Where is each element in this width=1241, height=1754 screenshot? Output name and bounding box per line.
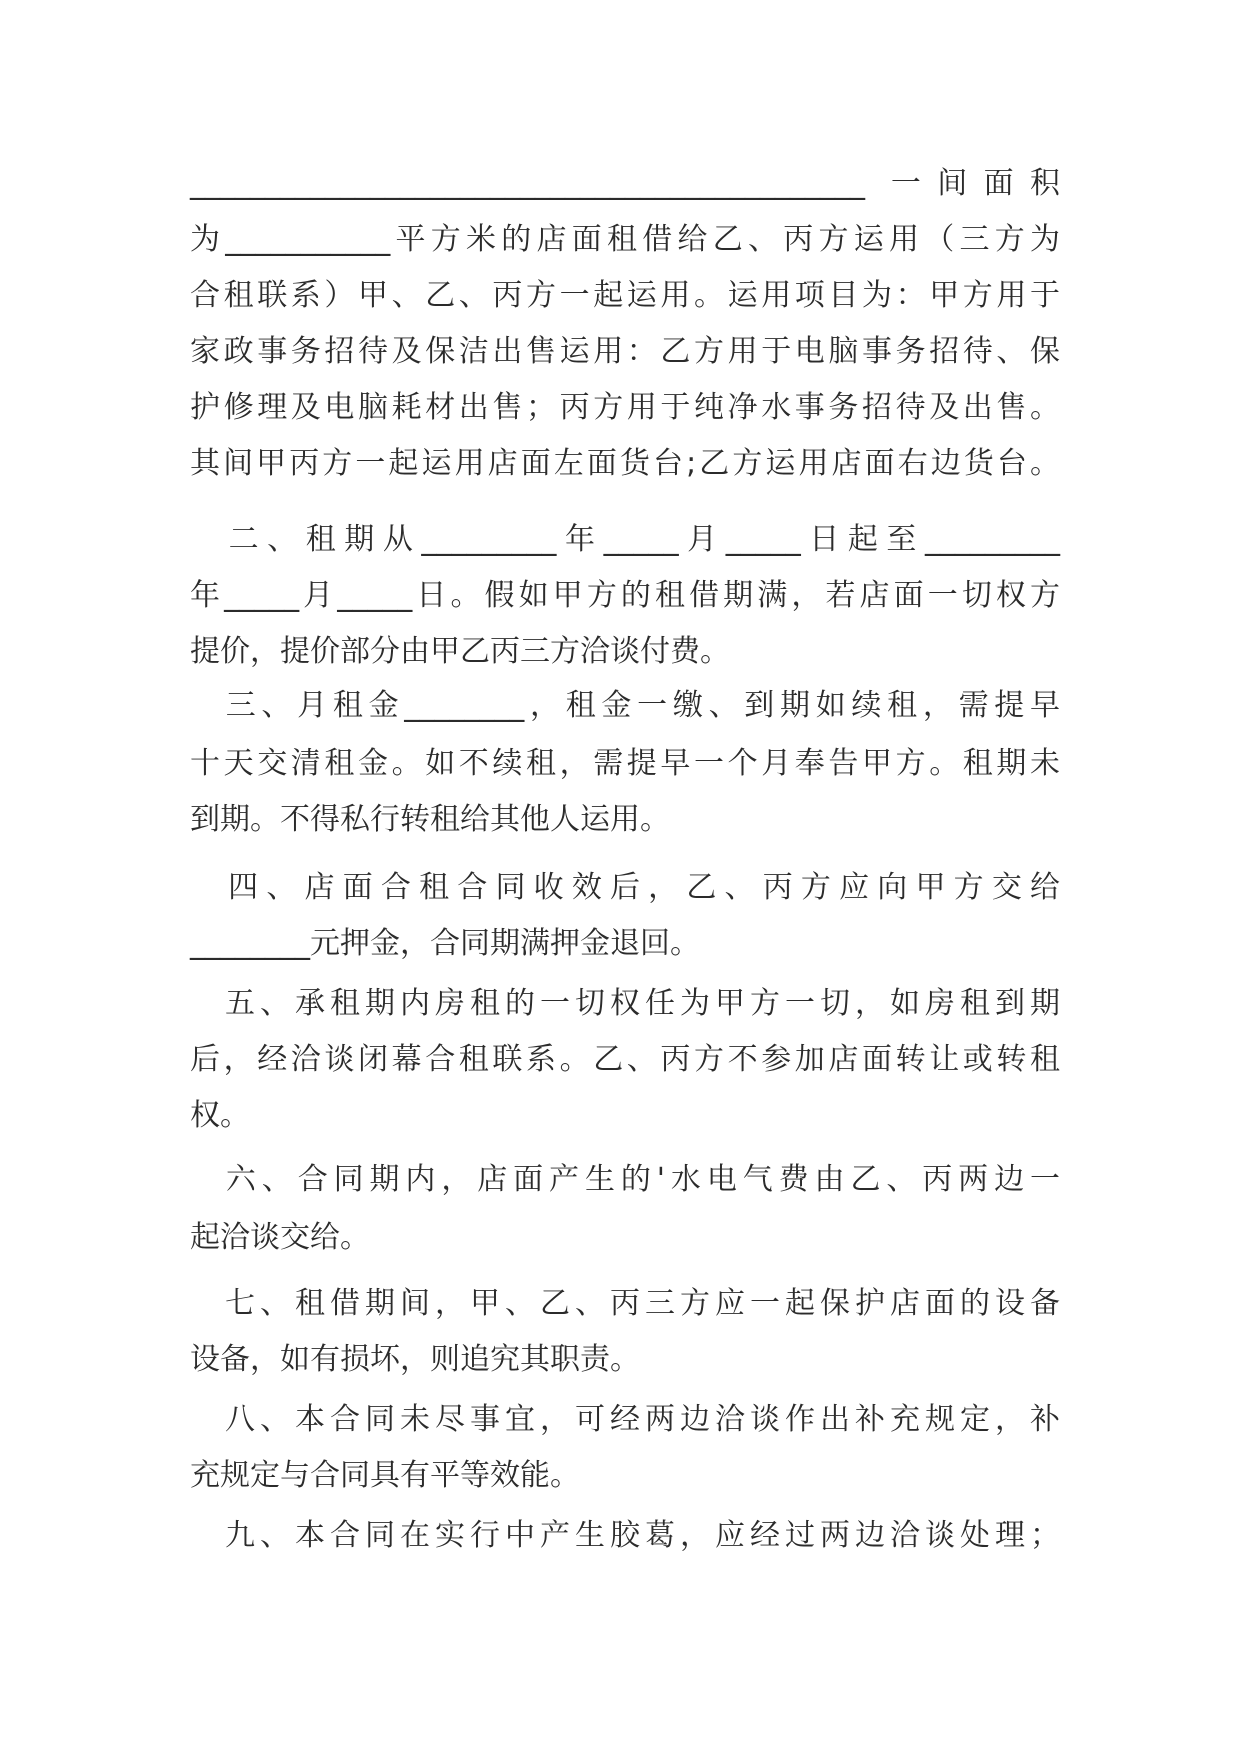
document-line: 合租联系）甲、乙、丙方一起运用。运用项目为：甲方用于 xyxy=(190,278,1060,313)
document-line: 二、租期从_________年_____月_____日起至_________ xyxy=(190,522,1060,557)
document-line: 起洽谈交给。 xyxy=(190,1220,370,1255)
document-line: 家政事务招待及保洁出售运用：乙方用于电脑事务招待、保 xyxy=(190,334,1060,369)
document-line: 十天交清租金。如不续租，需提早一个月奉告甲方。租期未 xyxy=(190,746,1060,781)
document-line: 为___________平方米的店面租借给乙、丙方运用（三方为 xyxy=(190,222,1060,257)
document-line: 三、月租金________，租金一缴、到期如续租，需提早 xyxy=(190,688,1060,723)
document-line: ________元押金，合同期满押金退回。 xyxy=(190,926,700,961)
document-line: 护修理及电脑耗材出售；丙方用于纯净水事务招待及出售。 xyxy=(190,390,1060,425)
document-line: 五、承租期内房租的一切权任为甲方一切，如房租到期 xyxy=(190,986,1060,1021)
document-line: 提价，提价部分由甲乙丙三方洽谈付费。 xyxy=(190,634,730,669)
document-line: 充规定与合同具有平等效能。 xyxy=(190,1458,580,1493)
document-line: 八、本合同未尽事宜，可经两边洽谈作出补充规定，补 xyxy=(190,1402,1060,1437)
document-line: 后，经洽谈闭幕合租联系。乙、丙方不参加店面转让或转租 xyxy=(190,1042,1060,1077)
document-line: 权。 xyxy=(190,1098,250,1133)
document-line: 其间甲丙方一起运用店面左面货台;乙方运用店面右边货台。 xyxy=(190,446,1060,481)
document-line: 七、租借期间，甲、乙、丙三方应一起保护店面的设备 xyxy=(190,1286,1060,1321)
document-line: 到期。不得私行转租给其他人运用。 xyxy=(190,802,670,837)
document-line: 六、合同期内，店面产生的'水电气费由乙、丙两边一 xyxy=(190,1162,1060,1197)
document-line: 四、店面合租合同收效后，乙、丙方应向甲方交给 xyxy=(190,870,1060,905)
document-line: 设备，如有损坏，则追究其职责。 xyxy=(190,1342,640,1377)
document-line: 九、本合同在实行中产生胶葛，应经过两边洽谈处理； xyxy=(190,1518,1060,1553)
document-line: _____________________________________________ 一间面积 xyxy=(190,166,1060,201)
document-line: 年_____月_____日。假如甲方的租借期满，若店面一切权方 xyxy=(190,578,1060,613)
